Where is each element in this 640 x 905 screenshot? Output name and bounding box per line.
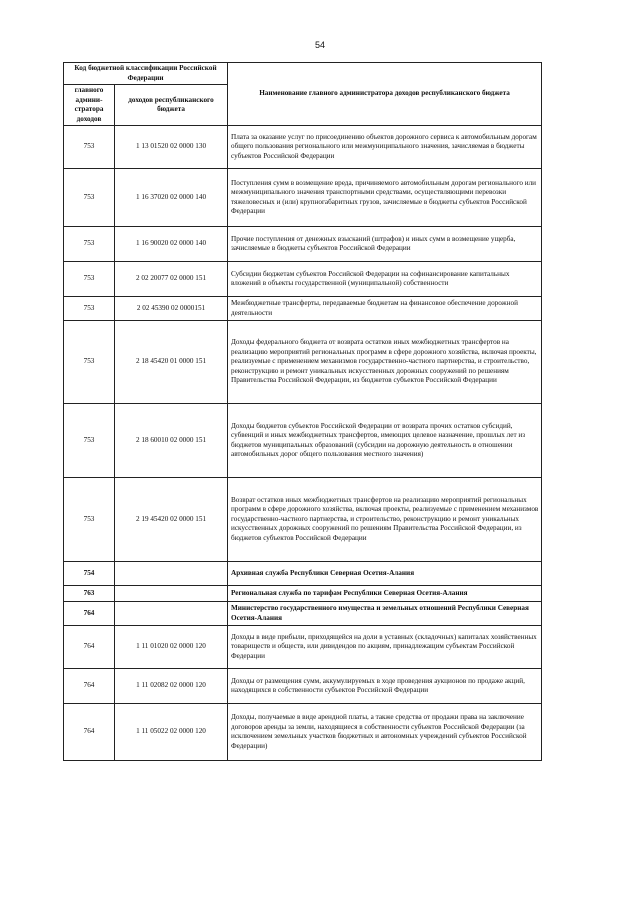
description-cell: Доходы от размещения сумм, аккумулируемых в ходе проведения аукционов по продаже акций, находящихся в собственности субъектов Российской Федерации — [228, 669, 542, 704]
description-cell: Доходы федерального бюджета от возврата остатков иных межбюджетных трансфертов на реализацию мероприятий региональных программ в сфере дорожного хозяйства, включая проекты, реализуемые с применением механизмов государственно-частного партнерства, и строительство, реконструкцию и ремонт уникальных искусственных дорожных сооружений по решениям Правительства Российской Федерации, из бюджетов субъектов Российской Федерации — [228, 321, 542, 404]
budget-code-cell: 2 02 20077 02 0000 151 — [115, 262, 228, 297]
table-row — [64, 169, 542, 227]
budget-code-cell — [115, 562, 228, 586]
table-row — [64, 126, 542, 169]
table-row — [64, 478, 542, 562]
table-row — [64, 602, 542, 626]
budget-code-cell: 2 19 45420 02 0000 151 — [115, 478, 228, 562]
table-body — [64, 126, 542, 761]
admin-code-cell: 764 — [64, 626, 115, 669]
description-cell: Министерство государственного имущества и земельных отношений Республики Северная Осетия-Алания — [228, 602, 542, 626]
table-row — [64, 227, 542, 262]
description-cell: Плата за оказание услуг по присоединению объектов дорожного сервиса к автомобильным дорогам общего пользования регионального или межмуниципального значения, зачисляемая в бюджеты субъектов Российской Федерации — [228, 126, 542, 169]
budget-classification-table — [63, 62, 542, 761]
budget-code-cell: 1 13 01520 02 0000 130 — [115, 126, 228, 169]
admin-code-cell: 753 — [64, 478, 115, 562]
header-budget-code-column: доходов республиканского бюджета — [115, 85, 228, 126]
admin-code-cell: 764 — [64, 669, 115, 704]
description-cell: Возврат остатков иных межбюджетных трансфертов на реализацию мероприятий региональных программ в сфере дорожного хозяйства, включая проекты, реализуемые с применением механизмов государственно-частного партнерства, и строительство, реконструкцию и ремонт уникальных искусственных дорожных сооружений по решениям Правительства Российской Федерации, из бюджетов субъектов Российской Федерации — [228, 478, 542, 562]
header-name-column: Наименование главного администратора доходов республиканского бюджета — [228, 63, 542, 126]
description-cell: Доходы, получаемые в виде арендной платы, а также средства от продажи права на заключение договоров аренды за земли, находящиеся в собственности субъектов Российской Федерации (за исключением земельных участков бюджетных и автономных учреждений субъектов Российской Федерации) — [228, 704, 542, 761]
admin-code-cell: 753 — [64, 126, 115, 169]
table-header-row — [64, 63, 542, 85]
admin-code-cell: 754 — [64, 562, 115, 586]
description-cell: Межбюджетные трансферты, передаваемые бюджетам на финансовое обеспечение дорожной деятельности — [228, 297, 542, 321]
budget-code-cell: 1 11 02082 02 0000 120 — [115, 669, 228, 704]
budget-code-cell: 2 02 45390 02 0000151 — [115, 297, 228, 321]
budget-code-cell: 1 11 05022 02 0000 120 — [115, 704, 228, 761]
table-row — [64, 297, 542, 321]
description-cell: Субсидии бюджетам субъектов Российской Федерации на софинансирование капитальных вложений в объекты государственной (муниципальной) собственности — [228, 262, 542, 297]
admin-code-cell: 753 — [64, 169, 115, 227]
table-row — [64, 669, 542, 704]
table-row — [64, 404, 542, 478]
description-cell: Доходы бюджетов субъектов Российской Федерации от возврата прочих остатков субсидий, субвенций и иных межбюджетных трансфертов, имеющих целевое назначение, прошлых лет из бюджетов муниципальных образований (субсидии на дорожную деятельность в отношении автомобильных дорог общего пользования местного значения) — [228, 404, 542, 478]
budget-code-cell: 2 18 60010 02 0000 151 — [115, 404, 228, 478]
budget-code-cell: 2 18 45420 01 0000 151 — [115, 321, 228, 404]
table-row — [64, 562, 542, 586]
description-cell: Региональная служба по тарифам Республики Северная Осетия-Алания — [228, 586, 542, 602]
page-number: 54 — [314, 40, 325, 50]
header-code-group: Код бюджетной классификации Российской Федерации — [64, 63, 228, 85]
admin-code-cell: 753 — [64, 404, 115, 478]
admin-code-cell: 753 — [64, 262, 115, 297]
budget-code-cell — [115, 586, 228, 602]
table-row — [64, 321, 542, 404]
description-cell: Доходы в виде прибыли, приходящейся на доли в уставных (складочных) капиталах хозяйственных товариществ и обществ, или дивидендов по акциям, принадлежащим субъектам Российской Федерации — [228, 626, 542, 669]
description-cell: Архивная служба Республики Северная Осетия-Алания — [228, 562, 542, 586]
table-row — [64, 704, 542, 761]
admin-code-cell: 753 — [64, 297, 115, 321]
budget-code-cell: 1 11 01020 02 0000 120 — [115, 626, 228, 669]
description-cell: Поступления сумм в возмещение вреда, причиняемого автомобильным дорогам регионального или межмуниципального значения транспортными средствами, осуществляющими перевозки тяжеловесных и (или) крупногабаритных грузов, зачисляемые в бюджеты субъектов Российской Федерации — [228, 169, 542, 227]
admin-code-cell: 753 — [64, 227, 115, 262]
admin-code-cell: 763 — [64, 586, 115, 602]
budget-code-cell — [115, 602, 228, 626]
admin-code-cell: 764 — [64, 704, 115, 761]
admin-code-cell: 753 — [64, 321, 115, 404]
budget-code-cell: 1 16 37020 02 0000 140 — [115, 169, 228, 227]
admin-code-cell: 764 — [64, 602, 115, 626]
header-admin-column: главного админи-стратора доходов — [64, 85, 115, 126]
table-row — [64, 262, 542, 297]
table-row — [64, 626, 542, 669]
budget-code-cell: 1 16 90020 02 0000 140 — [115, 227, 228, 262]
description-cell: Прочие поступления от денежных взысканий (штрафов) и иных сумм в возмещение ущерба, зачисляемые в бюджеты субъектов Российской Федерации — [228, 227, 542, 262]
table-row — [64, 586, 542, 602]
